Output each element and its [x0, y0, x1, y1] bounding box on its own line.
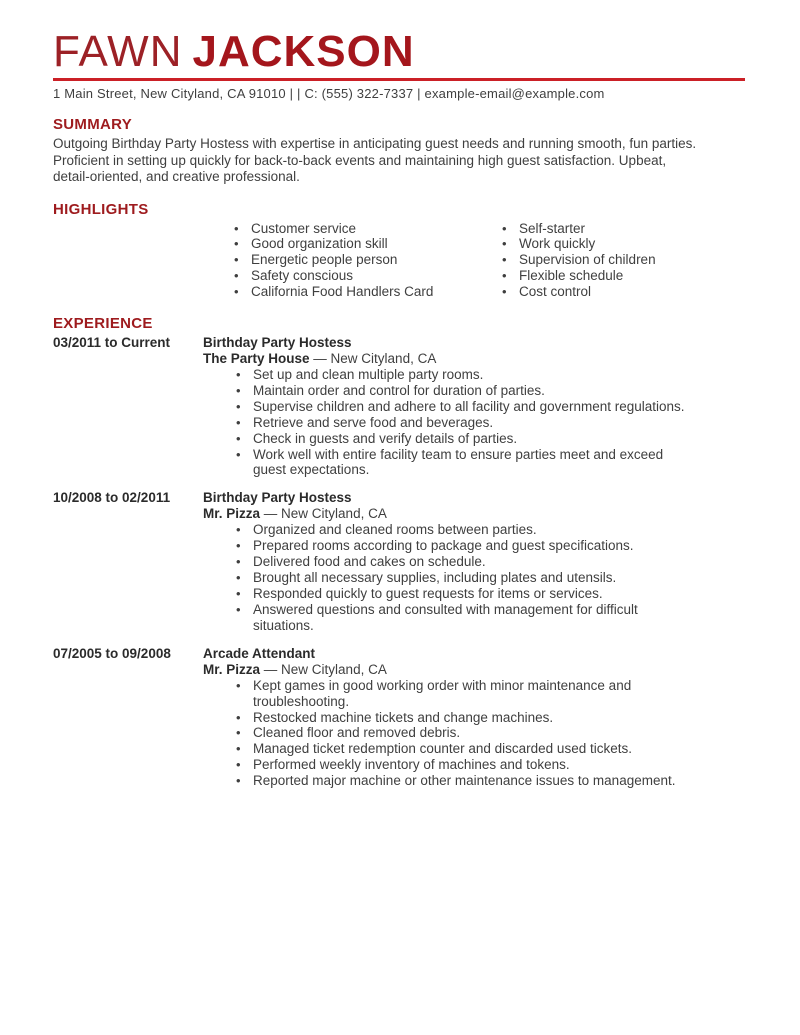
experience-section: [53, 315, 745, 789]
job-employer: The Party House: [203, 351, 310, 367]
header-divider-rule: [53, 78, 745, 81]
experience-entry-2: [53, 490, 745, 633]
job-duty-item: • Maintain order and control for duration of parties.: [233, 383, 695, 399]
highlights-columns: [231, 221, 745, 301]
job-duties-list: [233, 367, 695, 478]
highlights-section: [53, 201, 745, 301]
job-duty-item: • Delivered food and cakes on schedule.: [233, 554, 695, 570]
highlight-item: • Energetic people person: [231, 252, 499, 268]
job-dates: 07/2005 to 09/2008: [53, 645, 171, 661]
job-duty-item: • Organized and cleaned rooms between parties.: [233, 522, 695, 538]
highlights-heading: HIGHLIGHTS: [53, 200, 149, 218]
job-details: [203, 490, 745, 633]
job-employer: Mr. Pizza: [203, 506, 261, 522]
job-employer-line: [203, 351, 745, 367]
highlight-item: • Flexible schedule: [499, 268, 656, 284]
job-location: — New Cityland, CA: [263, 661, 387, 677]
job-title: Arcade Attendant: [203, 645, 316, 661]
highlight-item: • Cost control: [499, 284, 656, 300]
highlight-item: • Good organization skill: [231, 236, 499, 252]
job-duty-item: • Set up and clean multiple party rooms.: [233, 367, 695, 383]
experience-heading: EXPERIENCE: [53, 315, 153, 333]
job-details: [203, 646, 745, 789]
job-duty-item: • Brought all necessary supplies, including plates and utensils.: [233, 570, 695, 586]
job-duty-item: • Kept games in good working order with minor maintenance and troubleshooting.: [233, 678, 695, 710]
job-employer: Mr. Pizza: [203, 661, 261, 677]
job-duty-item: • Supervise children and adhere to all facility and government regulations.: [233, 399, 695, 415]
job-duties-list: [233, 522, 695, 633]
candidate-last-name: JACKSON: [192, 27, 415, 76]
job-duty-item: • Retrieve and serve food and beverages.: [233, 415, 695, 431]
highlight-item: • California Food Handlers Card: [231, 284, 499, 300]
job-title: Birthday Party Hostess: [203, 490, 352, 506]
highlight-item: • Safety conscious: [231, 268, 499, 284]
job-duty-item: • Performed weekly inventory of machines and tokens.: [233, 757, 695, 773]
summary-heading: SUMMARY: [53, 116, 133, 133]
job-location: — New Cityland, CA: [263, 506, 387, 522]
job-duty-item: • Restocked machine tickets and change machines.: [233, 710, 695, 726]
job-duty-item: • Prepared rooms according to package and guest specifications.: [233, 538, 695, 554]
job-duty-item: • Check in guests and verify details of parties.: [233, 431, 695, 447]
candidate-name: [53, 28, 745, 76]
job-duty-item: • Managed ticket redemption counter and discarded used tickets.: [233, 741, 695, 757]
job-employer-line: [203, 506, 745, 522]
job-dates: 03/2011 to Current: [53, 335, 171, 351]
candidate-first-name: FAWN: [53, 27, 183, 76]
highlights-column-1: [231, 221, 499, 301]
experience-entry-1: [53, 335, 745, 478]
job-title: Birthday Party Hostess: [203, 335, 352, 351]
contact-line: 1 Main Street, New Cityland, CA 91010 | | C: (555) 322-7337 | example-email@example.com: [53, 86, 605, 101]
highlight-item: • Customer service: [231, 221, 499, 237]
summary-text: Outgoing Birthday Party Hostess with expertise in anticipating guest needs and running smooth, fun parties. Proficient in setting up quickly for back-to-back events and maintaining high guest satisfaction. Upbeat, detail-oriented, and creative professional.: [53, 136, 697, 184]
highlight-item: • Work quickly: [499, 236, 656, 252]
job-duty-item: • Responded quickly to guest requests for items or services.: [233, 586, 695, 602]
highlights-column-2: [499, 221, 656, 301]
resume-header: [53, 28, 745, 101]
job-duty-item: • Cleaned floor and removed debris.: [233, 725, 695, 741]
job-dates: 10/2008 to 02/2011: [53, 490, 171, 506]
job-duties-list: [233, 678, 695, 789]
highlight-item: • Self-starter: [499, 221, 656, 237]
job-duty-item: • Answered questions and consulted with management for difficult situations.: [233, 602, 695, 634]
highlight-item: • Supervision of children: [499, 252, 656, 268]
job-employer-line: [203, 662, 745, 678]
job-details: [203, 335, 745, 478]
experience-entry-3: [53, 646, 745, 789]
summary-section: [53, 116, 745, 186]
job-duty-item: • Work well with entire facility team to ensure parties meet and exceed guest expectations.: [233, 447, 695, 479]
job-duty-item: • Reported major machine or other maintenance issues to management.: [233, 773, 695, 789]
job-location: — New Cityland, CA: [313, 351, 437, 367]
